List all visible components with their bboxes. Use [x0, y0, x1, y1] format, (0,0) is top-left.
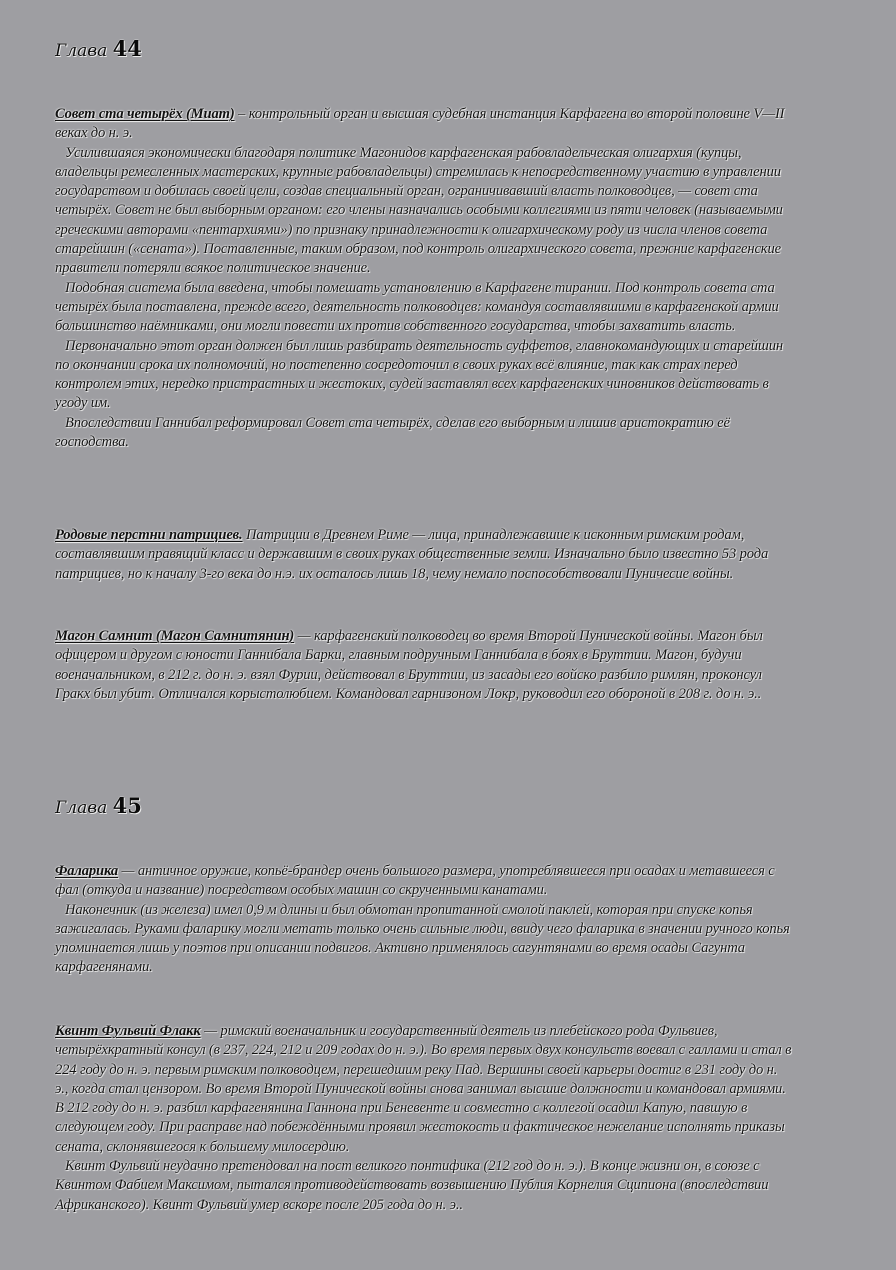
entry-paragraph: Усилившаяся экономически благодаря политике Магонидов карфагенская рабовладельческая олигархия (купцы, владельцы ремесленных мастерских, крупные рабовладельцы) стремилась к непосредственному участию в управлении государством и добилась своей цели, создав специальный орган, ограничивавший власть полководцев, — совет ста четырёх. Совет не был выборным органом: его члены назначались особыми коллегиями из пяти человек (называемыми греческими авторами «пентархиями») по признаку принадлежности к олигархическому роду из числа членов совета старейшин («сената»). Поставленные, таким образом, под контроль олигархического совета, прежние карфагенские правители потеряли всякое политическое значение. [55, 144, 783, 277]
entry-text: — карфагенский полководец во время Второй Пунической войны. Магон был офицером и другом с юности Ганнибала Барки, главным подручным Ганнибала в боях в Бруттии. Магон, будучи военачальником, в 212 г. до н. э. взял Фурии, действовал в Бруттии, из засады его войско разбило римлян, проконсул Гракх был убит. Отличался корыстолюбием. Командовал гарнизоном Локр, руководил его обороной в 208 г. до н. э.. [55, 628, 763, 702]
chapter-number: 45 [112, 793, 142, 818]
entry-paragraph [55, 526, 793, 584]
entry-term: Магон Самнит (Магон Самнитянин) [55, 628, 295, 644]
entry-paragraph: Первоначально этот орган должен был лишь разбирать деятельность суффетов, главнокомандующих и старейшин по окончании срока их полномочий, но постепенно сосредоточил в своих руках всё влияние, так как страх перед контролем этих, нередко пристрастных и жестоких, судей заставлял всех карфагенских чиновников действовать в угоду им. [55, 337, 783, 412]
entry-paragraph [55, 627, 793, 704]
entry-text: – контрольный орган и высшая судебная инстанция Карфагена во второй половине V—II веках до н. э. [55, 106, 785, 142]
entry-text: — римский военачальник и государственный деятель из плебейского рода Фульвиев, четырёхкратный консул (в 237, 224, 212 и 209 годах до н. э.). Во время первых двух консульств воевал с галлами и стал в 224 году до н. э. первым римским полководцем, перешедшим реку Пад. Вершины своей карьеры достиг в 231 году до н. э., когда стал цензором. Во время Второй Пунической войны снова занимал высшие должности и командовал армиями. В 212 году до н. э. разбил карфагенянина Ганнона при Беневенте и совместно с коллегой осадил Капую, павшую в следующем году. При расправе над побеждёнными проявил жестокость и фактическое нежелание исполнять приказы сената, склонявшегося к большему милосердию. [55, 1023, 792, 1155]
entry-term: Совет ста четырёх (Миат) [55, 106, 235, 122]
entry-term: Квинт Фульвий Флакк [55, 1023, 201, 1039]
entry-term: Родовые перстни патрициев. [55, 527, 243, 543]
chapter-label: Глава [55, 41, 108, 61]
entry-paragraph [55, 862, 793, 901]
entry-paragraph [55, 105, 793, 144]
entry-term: Фаларика [55, 863, 119, 879]
chapter-number: 44 [112, 36, 142, 61]
entry-patrician-rings [55, 526, 793, 584]
chapter-label: Глава [55, 798, 108, 818]
entry-paragraph: Подобная система была введена, чтобы помешать установлению в Карфагене тирании. Под контроль совета ста четырёх была поставлена, прежде всего, деятельность полководцев: командуя составлявшими в карфагенской армии большинство наёмниками, они могли повести их против собственного государства, чтобы захватить власть. [55, 279, 779, 335]
entry-paragraph: Впоследствии Ганнибал реформировал Совет ста четырёх, сделав его выборным и лишив аристократию её господства. [55, 414, 730, 451]
entry-council-of-104 [55, 105, 793, 452]
entry-falarica [55, 862, 793, 978]
entry-paragraph: Наконечник (из железа) имел 0,9 м длины и был обмотан пропитанной смолой паклей, которая при спуске копья зажигалась. Руками фаларику могли метать только очень сильные люди, ввиду чего фаларика в значении ручного копья упоминается лишь у поэтов при описании подвигов. Активно применялось сагунтянами во время осады Сагунта карфагенянами. [55, 901, 790, 976]
entry-text: Патриции в Древнем Риме — лица, принадлежавшие к исконным римским родам, составлявшим правящий класс и державшим в своих руках общественные земли. Изначально было известно 53 рода патрициев, но к началу 3-го века до н.э. их осталось лишь 18, чему немало поспособствовали Пуничесие войны. [55, 527, 769, 582]
entry-mago-samnite [55, 627, 793, 704]
entry-quintus-fulvius-flaccus [55, 1022, 793, 1215]
chapter-heading-45 [55, 793, 142, 818]
entry-paragraph: Квинт Фульвий неудачно претендовал на пост великого понтифика (212 год до н. э.). В конце жизни он, в союзе с Квинтом Фабием Максимом, пытался противодействовать возвышению Публия Корнелия Сципиона (впоследствии Африканского). Квинт Фульвий умер вскоре после 205 года до н. э.. [55, 1158, 769, 1213]
chapter-heading-44 [55, 36, 142, 61]
entry-text: — античное оружие, копьё-брандер очень большого размера, употреблявшееся при осадах и метавшееся с фал (откуда и название) посредством особых машин со скрученными канатами. [55, 863, 775, 899]
entry-paragraph [55, 1022, 793, 1157]
